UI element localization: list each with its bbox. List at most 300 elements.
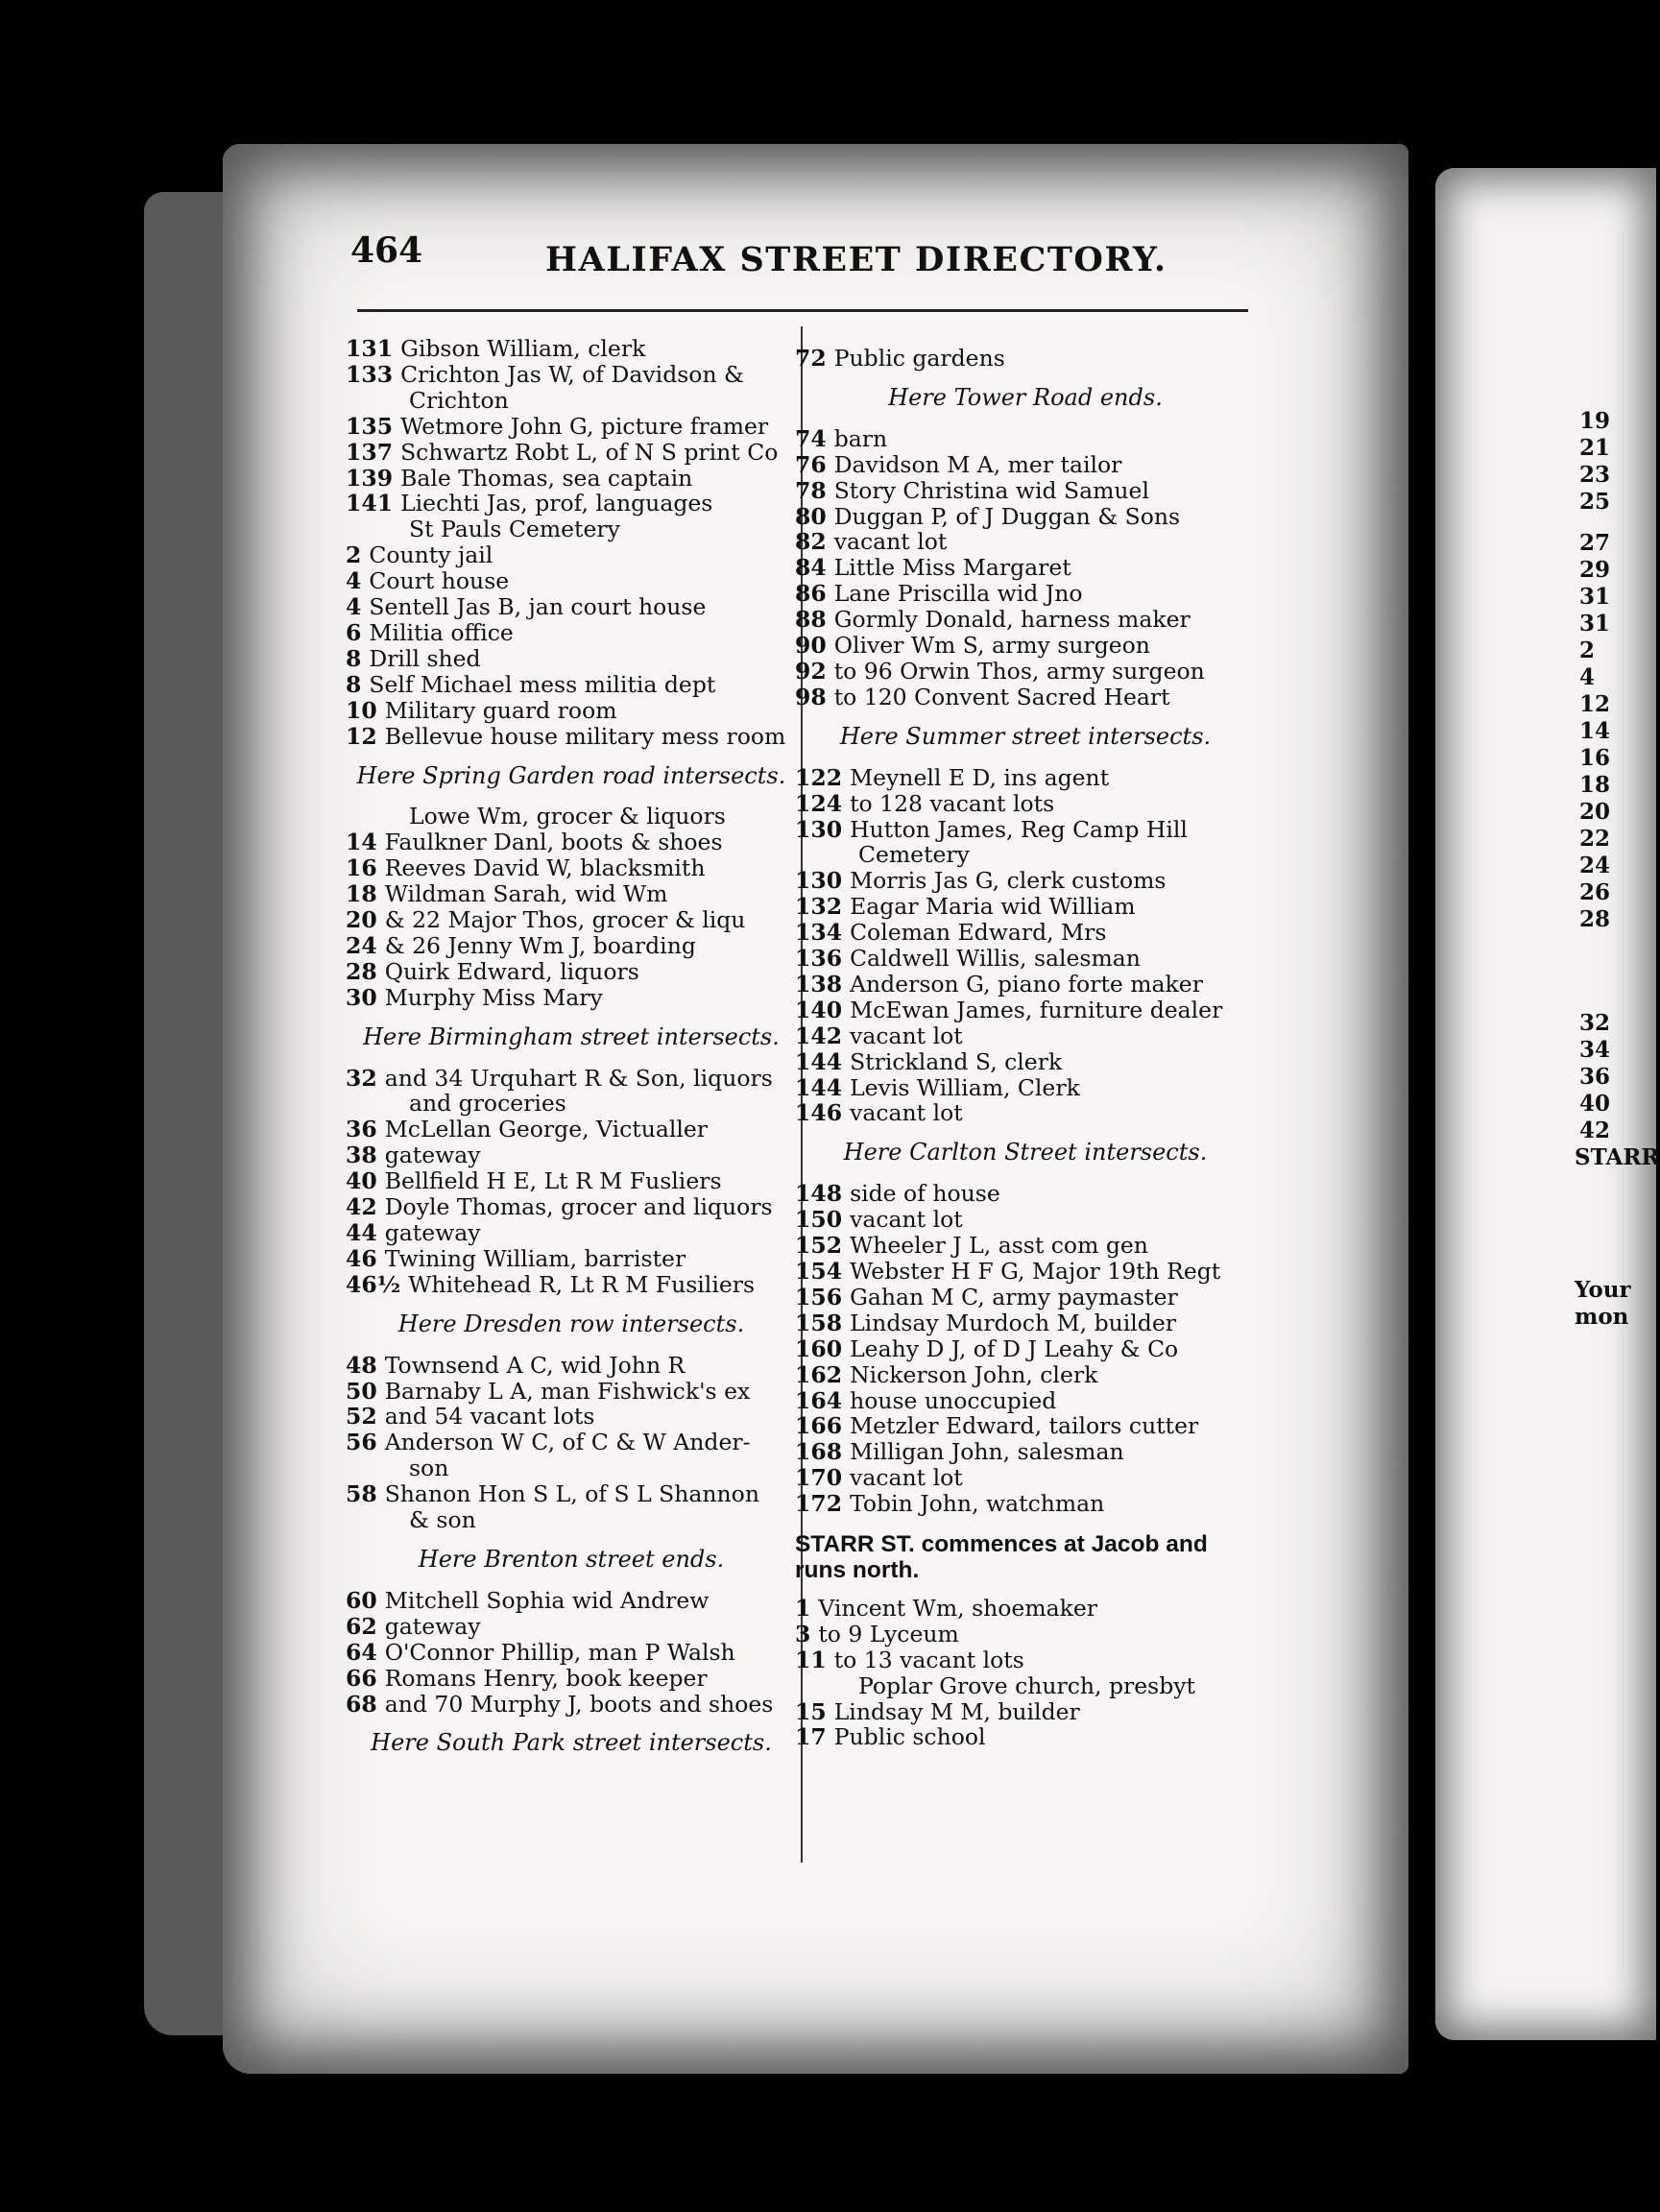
- resident-name: Milligan John, salesman: [850, 1438, 1124, 1466]
- directory-entry: [795, 1413, 1256, 1439]
- house-number: 80: [795, 502, 827, 530]
- house-number: 162: [795, 1360, 843, 1388]
- directory-entry: [795, 1233, 1256, 1259]
- directory-entry: [346, 1588, 797, 1614]
- resident-name: Davidson M A, mer tailor: [833, 450, 1122, 478]
- facing-page-fragment: 22: [1579, 826, 1611, 852]
- resident-name: Wetmore John G, picture framer: [400, 412, 769, 440]
- resident-name: Shanon Hon S L, of S L Shannon: [384, 1480, 759, 1508]
- resident-name: Whitehead R, Lt R M Fusiliers: [408, 1270, 756, 1298]
- house-number: 135: [346, 412, 394, 440]
- house-number: 136: [795, 945, 843, 973]
- house-number: 141: [346, 490, 394, 517]
- facing-page-fragment: 21: [1579, 435, 1611, 461]
- house-number: 46½: [346, 1270, 401, 1298]
- house-number: 84: [795, 554, 827, 582]
- resident-name: Story Christina wid Samuel: [833, 476, 1149, 504]
- directory-entry: [346, 1455, 797, 1481]
- directory-entry: [346, 1692, 797, 1718]
- directory-entry: [795, 920, 1256, 946]
- resident-name: St Pauls Cemetery: [409, 516, 620, 543]
- resident-name: barn: [833, 424, 888, 452]
- house-number: 12: [346, 722, 377, 750]
- directory-entry: [346, 1272, 797, 1298]
- resident-name: McLellan George, Victualler: [384, 1116, 709, 1143]
- resident-name: Vincent Wm, shoemaker: [818, 1594, 1097, 1622]
- house-number: 170: [795, 1464, 843, 1492]
- facing-page-fragment: 12: [1579, 691, 1611, 717]
- directory-entry: [795, 1075, 1256, 1101]
- directory-entry: [795, 1100, 1256, 1126]
- resident-name: Lane Priscilla wid Jno: [833, 580, 1083, 608]
- resident-name: vacant lot: [850, 1099, 963, 1127]
- house-number: 166: [795, 1412, 843, 1440]
- directory-entry: [795, 946, 1256, 972]
- resident-name: Quirk Edward, liquors: [384, 957, 639, 985]
- resident-name: & son: [409, 1506, 476, 1534]
- house-number: 132: [795, 893, 843, 921]
- street-intersection-note: Here Carlton Street intersects.: [843, 1139, 1208, 1166]
- directory-entry: [795, 972, 1256, 998]
- directory-entry: [346, 1404, 797, 1430]
- house-number: 46: [346, 1244, 377, 1272]
- facing-page-fragment: 40: [1579, 1091, 1611, 1117]
- resident-name: Liechti Jas, prof, languages: [400, 490, 713, 517]
- house-number: 1: [795, 1594, 811, 1622]
- house-number: 40: [346, 1167, 377, 1195]
- directory-entry: [795, 607, 1256, 633]
- house-number: 4: [346, 593, 362, 621]
- directory-entry: [795, 1259, 1256, 1285]
- directory-entry: [795, 1336, 1256, 1362]
- directory-entry: [346, 1379, 797, 1405]
- directory-entry: [346, 1117, 797, 1142]
- house-number: 8: [346, 644, 362, 672]
- house-number: 3: [795, 1620, 811, 1647]
- resident-name: son: [409, 1455, 449, 1482]
- directory-entry: [346, 466, 797, 492]
- directory-entry: [795, 894, 1256, 920]
- resident-name: Morris Jas G, clerk customs: [850, 867, 1167, 895]
- directory-entry: [795, 1388, 1256, 1414]
- house-number: 76: [795, 450, 827, 478]
- resident-name: Schwartz Robt L, of N S print Co: [400, 438, 779, 466]
- page-number: 464: [350, 230, 423, 271]
- resident-name: Military guard room: [384, 696, 617, 724]
- directory-entry: [346, 830, 797, 855]
- house-number: 122: [795, 763, 843, 791]
- house-number: 11: [795, 1646, 827, 1673]
- street-intersection-note: Here Tower Road ends.: [888, 383, 1163, 411]
- resident-name: Murphy Miss Mary: [384, 983, 603, 1011]
- resident-name: vacant lot: [850, 1464, 963, 1492]
- facing-page-fragment: 2: [1579, 637, 1596, 663]
- directory-entry: [795, 659, 1256, 685]
- resident-name: County jail: [369, 541, 493, 569]
- directory-entry: [795, 1465, 1256, 1491]
- resident-name: Doyle Thomas, grocer and liquors: [384, 1193, 773, 1221]
- facing-page-fragment: 16: [1579, 745, 1611, 771]
- directory-entry: [346, 491, 797, 517]
- resident-name: Poplar Grove church, presbyt: [858, 1671, 1195, 1699]
- resident-name: Anderson G, piano forte maker: [850, 970, 1203, 998]
- resident-name: Webster H F G, Major 19th Regt: [850, 1258, 1221, 1285]
- house-number: 142: [795, 1022, 843, 1049]
- resident-name: & 22 Major Thos, grocer & liqu: [384, 906, 746, 934]
- house-number: 62: [346, 1612, 377, 1640]
- house-number: 139: [346, 464, 394, 492]
- directory-entry: [346, 336, 797, 362]
- directory-entry: [795, 817, 1256, 843]
- directory-entry: [346, 1666, 797, 1692]
- directory-entry: [795, 1596, 1256, 1622]
- resident-name: Caldwell Willis, salesman: [850, 945, 1141, 973]
- directory-entry: [795, 1207, 1256, 1233]
- left-column: [346, 336, 797, 1771]
- house-number: 148: [795, 1180, 843, 1208]
- directory-entry: [795, 1181, 1256, 1207]
- directory-entry: [346, 646, 797, 672]
- resident-name: Public school: [833, 1723, 986, 1751]
- house-number: 24: [346, 931, 377, 959]
- house-number: 17: [795, 1723, 827, 1751]
- house-number: 50: [346, 1377, 377, 1405]
- resident-name: Bale Thomas, sea captain: [400, 464, 693, 492]
- directory-entry: [795, 1310, 1256, 1336]
- directory-entry: [346, 620, 797, 646]
- directory-entry: [346, 855, 797, 881]
- directory-entry: [795, 1622, 1256, 1647]
- facing-page-fragment: mon: [1575, 1304, 1629, 1330]
- resident-name: to 120 Convent Sacred Heart: [833, 683, 1170, 710]
- facing-page: [1435, 168, 1660, 2040]
- resident-name: Metzler Edward, tailors cutter: [850, 1412, 1199, 1440]
- house-number: 8: [346, 670, 362, 698]
- directory-entry: [346, 1066, 797, 1092]
- right-column: [795, 346, 1256, 1750]
- directory-entry: [346, 1481, 797, 1507]
- directory-entry: [795, 555, 1256, 581]
- resident-name: vacant lot: [850, 1022, 963, 1049]
- resident-name: Court house: [369, 567, 510, 595]
- house-number: 130: [795, 815, 843, 843]
- resident-name: Leahy D J, of D J Leahy & Co: [850, 1334, 1179, 1362]
- resident-name: Eagar Maria wid William: [850, 893, 1136, 921]
- resident-name: Barnaby L A, man Fishwick's ex: [384, 1377, 751, 1405]
- directory-entry: [346, 1507, 797, 1533]
- house-number: 172: [795, 1490, 843, 1518]
- resident-name: Gibson William, clerk: [400, 335, 646, 362]
- house-number: 14: [346, 829, 377, 856]
- directory-entry: [346, 933, 797, 959]
- resident-name: to 13 vacant lots: [833, 1646, 1024, 1673]
- resident-name: Hutton James, Reg Camp Hill: [850, 815, 1188, 843]
- resident-name: gateway: [384, 1612, 481, 1640]
- house-number: 86: [795, 580, 827, 608]
- facing-page-fragment: 27: [1579, 530, 1611, 556]
- facing-page-fragment: 4: [1579, 664, 1596, 690]
- directory-entry: [795, 529, 1256, 555]
- house-number: 10: [346, 696, 377, 724]
- facing-page-fragment: 28: [1579, 906, 1611, 932]
- directory-entry: [795, 346, 1256, 372]
- directory-entry: [795, 1491, 1256, 1517]
- directory-entry: [795, 581, 1256, 607]
- resident-name: Lindsay Murdoch M, builder: [850, 1309, 1176, 1336]
- directory-entry: [795, 426, 1256, 452]
- facing-page-fragment: 25: [1579, 489, 1611, 515]
- directory-entry: [795, 504, 1256, 530]
- house-number: 42: [346, 1193, 377, 1221]
- resident-name: Bellfield H E, Lt R M Fusliers: [384, 1167, 722, 1195]
- resident-name: Drill shed: [369, 644, 481, 672]
- resident-name: Tobin John, watchman: [850, 1490, 1105, 1518]
- resident-name: Twining William, barrister: [384, 1244, 686, 1272]
- street-intersection-note: Here Summer street intersects.: [839, 722, 1212, 750]
- directory-entry: [346, 362, 797, 388]
- resident-name: Mitchell Sophia wid Andrew: [384, 1586, 710, 1614]
- directory-entry: [346, 1246, 797, 1272]
- directory-entry: [346, 568, 797, 594]
- facing-page-fragment: 29: [1579, 557, 1611, 583]
- directory-entry: [795, 685, 1256, 710]
- resident-name: & 26 Jenny Wm J, boarding: [384, 931, 696, 959]
- resident-name: O'Connor Phillip, man P Walsh: [384, 1638, 735, 1666]
- resident-name: Sentell Jas B, jan court house: [369, 593, 707, 621]
- facing-page-fragment: 20: [1579, 799, 1611, 825]
- facing-page-fragment: 23: [1579, 462, 1611, 488]
- house-number: 124: [795, 789, 843, 817]
- directory-entry: [795, 478, 1256, 504]
- facing-page-fragment: 36: [1579, 1064, 1611, 1090]
- house-number: 150: [795, 1206, 843, 1234]
- house-number: 82: [795, 528, 827, 556]
- directory-entry: [346, 1142, 797, 1168]
- resident-name: Crichton Jas W, of Davidson &: [400, 360, 744, 388]
- directory-entry: [346, 672, 797, 698]
- resident-name: Nickerson John, clerk: [850, 1360, 1098, 1388]
- house-number: 4: [346, 567, 362, 595]
- resident-name: Reeves David W, blacksmith: [384, 854, 706, 882]
- resident-name: Self Michael mess militia dept: [369, 670, 716, 698]
- page-title: HALIFAX STREET DIRECTORY.: [545, 240, 1167, 279]
- directory-entry: [346, 440, 797, 466]
- house-number: 56: [346, 1429, 377, 1456]
- resident-name: Gahan M C, army paymaster: [850, 1283, 1178, 1310]
- resident-name: gateway: [384, 1219, 481, 1246]
- resident-name: Crichton: [409, 386, 509, 414]
- facing-page-fragment: 19: [1579, 408, 1611, 434]
- directory-entry: [795, 1285, 1256, 1310]
- house-number: 144: [795, 1047, 843, 1075]
- street-intersection-note: Here Dresden row intersects.: [397, 1310, 745, 1337]
- street-intersection-note: Here Brenton street ends.: [418, 1545, 725, 1573]
- directory-entry: [346, 881, 797, 907]
- house-number: 66: [346, 1664, 377, 1692]
- house-number: 15: [795, 1697, 827, 1725]
- directory-entry: [346, 804, 797, 830]
- house-number: 130: [795, 867, 843, 895]
- facing-page-fragment: 32: [1579, 1010, 1611, 1036]
- directory-entry: [795, 633, 1256, 659]
- facing-page-fragment: 18: [1579, 772, 1611, 798]
- directory-entry: [346, 1614, 797, 1640]
- directory-entry: [346, 1353, 797, 1379]
- directory-entry: [795, 452, 1256, 478]
- directory-entry: [346, 594, 797, 620]
- directory-entry: [346, 1194, 797, 1220]
- directory-entry: [795, 998, 1256, 1023]
- house-number: 90: [795, 632, 827, 660]
- directory-entry: [346, 542, 797, 568]
- house-number: 74: [795, 424, 827, 452]
- facing-page-fragment: 31: [1579, 584, 1611, 610]
- house-number: 38: [346, 1142, 377, 1169]
- resident-name: Wheeler J L, asst com gen: [850, 1232, 1148, 1260]
- directory-entry: [795, 791, 1256, 817]
- house-number: 168: [795, 1438, 843, 1466]
- resident-name: Duggan P, of J Duggan & Sons: [833, 502, 1181, 530]
- facing-page-fragment: 26: [1579, 879, 1611, 905]
- resident-name: to 9 Lyceum: [818, 1620, 959, 1647]
- facing-page-fragment: 42: [1579, 1118, 1611, 1143]
- resident-name: Meynell E D, ins agent: [850, 763, 1110, 791]
- resident-name: Little Miss Margaret: [833, 554, 1071, 582]
- resident-name: Levis William, Clerk: [850, 1073, 1080, 1101]
- resident-name: and 54 vacant lots: [384, 1403, 595, 1431]
- house-number: 36: [346, 1116, 377, 1143]
- directory-entry: [346, 724, 797, 750]
- house-number: 78: [795, 476, 827, 504]
- resident-name: Townsend A C, wid John R: [384, 1351, 686, 1379]
- facing-page-fragment: 31: [1579, 611, 1611, 637]
- directory-entry: [346, 698, 797, 724]
- house-number: 18: [346, 880, 377, 908]
- house-number: 138: [795, 970, 843, 998]
- directory-entry: [346, 388, 797, 414]
- house-number: 32: [346, 1064, 377, 1092]
- resident-name: Militia office: [369, 618, 514, 646]
- directory-entry: [795, 1049, 1256, 1075]
- house-number: 131: [346, 335, 394, 362]
- facing-page-fragment: STARR: [1575, 1144, 1660, 1170]
- book-page-edge: [144, 192, 235, 2035]
- facing-page-fragment: 14: [1579, 718, 1611, 744]
- resident-name: vacant lot: [833, 528, 948, 556]
- house-number: 20: [346, 906, 377, 934]
- resident-name: Anderson W C, of C & W Ander-: [384, 1429, 751, 1456]
- directory-entry: [346, 414, 797, 440]
- directory-entry: [346, 1640, 797, 1666]
- directory-entry: [795, 1023, 1256, 1049]
- resident-name: McEwan James, furniture dealer: [850, 996, 1223, 1023]
- resident-name: Strickland S, clerk: [850, 1047, 1063, 1075]
- street-intersection-note: Here South Park street intersects.: [371, 1729, 772, 1757]
- house-number: 164: [795, 1386, 843, 1414]
- resident-name: and 34 Urquhart R & Son, liquors: [384, 1064, 773, 1092]
- directory-entry: [346, 517, 797, 542]
- directory-entry: [795, 765, 1256, 791]
- resident-name: Gormly Donald, harness maker: [833, 606, 1191, 634]
- house-number: 6: [346, 618, 362, 646]
- facing-page-fragment: Your: [1575, 1277, 1631, 1303]
- house-number: 134: [795, 919, 843, 947]
- directory-entry: [346, 1091, 797, 1117]
- resident-name: and groceries: [409, 1090, 566, 1118]
- directory-entry: [795, 1439, 1256, 1465]
- house-number: 44: [346, 1219, 377, 1246]
- resident-name: to 128 vacant lots: [850, 789, 1055, 817]
- street-heading: STARR ST. commences at Jacob and runs north.: [795, 1531, 1208, 1583]
- directory-entry: [346, 985, 797, 1011]
- directory-entry: [346, 907, 797, 933]
- house-number: 64: [346, 1638, 377, 1666]
- resident-name: Romans Henry, book keeper: [384, 1664, 708, 1692]
- house-number: 92: [795, 657, 827, 685]
- directory-entry: [346, 1168, 797, 1194]
- resident-name: to 96 Orwin Thos, army surgeon: [833, 657, 1205, 685]
- resident-name: house unoccupied: [850, 1386, 1057, 1414]
- street-intersection-note: Here Birmingham street intersects.: [363, 1022, 780, 1050]
- resident-name: Public gardens: [833, 345, 1005, 372]
- house-number: 160: [795, 1334, 843, 1362]
- house-number: 152: [795, 1232, 843, 1260]
- street-intersection-note: Here Spring Garden road intersects.: [356, 761, 786, 789]
- resident-name: Cemetery: [858, 841, 970, 869]
- house-number: 98: [795, 683, 827, 710]
- directory-entry: [346, 1430, 797, 1455]
- directory-entry: [795, 1724, 1256, 1750]
- house-number: 58: [346, 1480, 377, 1508]
- directory-entry: [795, 1699, 1256, 1725]
- house-number: 68: [346, 1690, 377, 1718]
- header-rule: [357, 309, 1248, 312]
- house-number: 52: [346, 1403, 377, 1431]
- house-number: 156: [795, 1283, 843, 1310]
- house-number: 154: [795, 1258, 843, 1285]
- resident-name: Wildman Sarah, wid Wm: [384, 880, 668, 908]
- resident-name: Faulkner Danl, boots & shoes: [384, 829, 723, 856]
- directory-entry: [795, 1362, 1256, 1388]
- house-number: 60: [346, 1586, 377, 1614]
- house-number: 2: [346, 541, 362, 569]
- directory-entry: [795, 868, 1256, 894]
- facing-page-fragment: 34: [1579, 1037, 1611, 1063]
- directory-entry: [795, 1673, 1256, 1699]
- resident-name: and 70 Murphy J, boots and shoes: [384, 1690, 774, 1718]
- house-number: 30: [346, 983, 377, 1011]
- resident-name: Bellevue house military mess room: [384, 722, 786, 750]
- resident-name: Oliver Wm S, army surgeon: [833, 632, 1150, 660]
- house-number: 72: [795, 345, 827, 372]
- house-number: 88: [795, 606, 827, 634]
- house-number: 16: [346, 854, 377, 882]
- house-number: 133: [346, 360, 394, 388]
- house-number: 137: [346, 438, 394, 466]
- resident-name: vacant lot: [850, 1206, 963, 1234]
- house-number: 144: [795, 1073, 843, 1101]
- facing-page-fragment: 24: [1579, 853, 1611, 878]
- resident-name: Lowe Wm, grocer & liquors: [409, 803, 726, 830]
- house-number: 158: [795, 1309, 843, 1336]
- resident-name: Lindsay M M, builder: [833, 1697, 1080, 1725]
- directory-entry: [346, 959, 797, 985]
- directory-entry: [795, 842, 1256, 868]
- house-number: 146: [795, 1099, 843, 1127]
- house-number: 48: [346, 1351, 377, 1379]
- house-number: 28: [346, 957, 377, 985]
- directory-entry: [346, 1220, 797, 1246]
